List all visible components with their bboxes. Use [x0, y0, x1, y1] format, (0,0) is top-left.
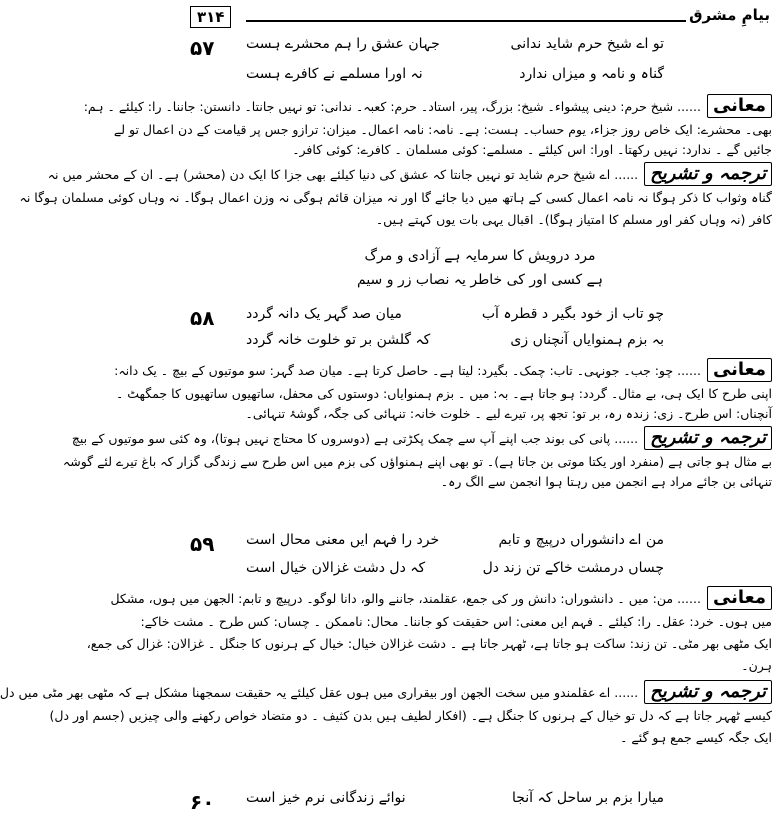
- verse-right-half: گناہ و نامہ و میزاں ندارد: [519, 66, 664, 82]
- verse-right-half: چو تاب از خود بگیر د قطرہ آب: [481, 306, 664, 322]
- meaning-label: معانی: [707, 586, 772, 610]
- verse-right-half: تو اے شیخ حرم شاید ندانی: [510, 36, 664, 52]
- translation-line: کافر (نہ وہاں کفر اور مسلم کا امتیاز ہوگا)۔ اقبال یہی بات یوں کہتے ہیں۔: [375, 212, 772, 227]
- page-header: [188, 6, 772, 30]
- quote-line: ہے کسی اور کی خاطر یہ نصاب زر و سیم: [357, 272, 603, 288]
- verse-right-half: من اے دانشوراں درپیچ و تابم: [498, 532, 664, 548]
- meaning-line: جائیں گے ۔ ندارد: نہیں رکھتا۔ اورا: اس کیلئے ۔ مسلمے: کوئی مسلمان ۔ کافرے: کوئی کافر۔: [292, 142, 772, 157]
- verse-number: ۵۹: [190, 532, 215, 556]
- verse-left-half: نوائے زندگانی نرم خیز است: [246, 790, 406, 806]
- verse-line: [188, 790, 772, 820]
- header-rule: [246, 20, 686, 22]
- meaning-line: ایک مٹھی بھر مٹی۔ تن زند: ساکت ہو جاتا ہے، ٹھہر جاتا ہے ۔ دشت غزالان خیال: خیال کے ہرنوں کا جنگل ۔ غزالان: غزال کی جمع،: [86, 636, 772, 651]
- meaning-line: میں ہوں۔ خرد: عقل۔ را: کیلئے ۔ فہم ایں معنی: اس حقیقت کو جاننا۔ محال: ناممکن ۔ چساں: کس طرح ۔ مشت خاکے:: [140, 614, 772, 629]
- meaning-line: بھی۔ محشرے: ایک خاص روز جزاء، یوم حساب۔ ہست: ہے۔ نامہ: نامہ اعمال۔ میزان: ترازو جس پر قیامت کے دن اعمال تو لے: [113, 122, 772, 137]
- translation-line: ایک جگہ کیسے جمع ہو گئے ۔: [620, 730, 772, 745]
- translation-line: کیسے ٹھہر جاتا ہے کہ دل تو خیال کے ہرنوں کا جنگل ہے۔ (افکار لطیف ہیں بدن کثیف ۔ دو متضاد خواص رکھنے والی چیزیں (جسم اور دل): [49, 708, 772, 723]
- translation-label: ترجمہ و تشریح: [644, 162, 772, 186]
- translation-line: تنہائی بن جائے مراد ہے انجمن میں رہتا ہوا انجمن سے الگ رہ۔: [440, 474, 772, 489]
- verse-line: [188, 332, 772, 354]
- verse-left-half: جہان عشق را ہم محشرے ہست: [246, 36, 440, 52]
- meaning-line: معانی......چو: جب۔ جونہی۔ تاب: چمک۔ بگیرد: لیتا ہے۔ حاصل کرتا ہے۔ میان صد گہر: سو موتیوں کے بیچ ۔ یک دانہ:: [188, 358, 772, 382]
- verse-line: [188, 560, 772, 582]
- quote-line: مرد درویش کا سرمایہ ہے آزادی و مرگ: [364, 248, 596, 264]
- translation-label: ترجمہ و تشریح: [644, 426, 772, 450]
- translation-line: ترجمہ و تشریح......اے عقلمندو میں سخت الجھن اور بیقراری میں ہوں عقل کیلئے یہ حقیقت سمجھنا مشکل ہے کہ مٹھی بھر مٹی میں دل: [188, 680, 772, 704]
- meaning-line: آنچناں: اس طرح۔ زی: زندہ رہ، بر تو: تجھ پر، تیرے لیے ۔ خلوت خانہ: تنہائی کی جگہ، گوشۂ تنہائی۔: [245, 406, 772, 421]
- page-number: ۳۱۴: [190, 6, 231, 28]
- verse-line: [188, 306, 772, 332]
- meaning-label: معانی: [707, 94, 772, 118]
- verse-right-half: بہ بزم ہمنوایاں آنچناں زی: [510, 332, 664, 348]
- verse-line: [188, 36, 772, 60]
- verse-line: [188, 66, 772, 88]
- translation-line: ترجمہ و تشریح......پانی کی بوند جب اپنے آپ سے چمک پکڑتی ہے (دوسروں کا محتاج نہیں ہوتا)، وہ کئی سو موتیوں کے بیچ: [188, 426, 772, 450]
- verse-number: ۶۰: [190, 790, 215, 814]
- meaning-label: معانی: [707, 358, 772, 382]
- verse-line: [188, 532, 772, 558]
- translation-line: بے مثال ہو جاتی ہے (منفرد اور یکتا موتی بن جاتا ہے)۔ تو بھی اپنے ہمنواؤں کی بزم میں اس طرح سے زندگی گزار کہ باغ تیرے لئے گوشہ: [62, 454, 772, 469]
- translation-line: ترجمہ و تشریح......اے شیخ حرم شاید تو نہیں جانتا کہ عشق کی دنیا کیلئے بھی جزا کا ایک دن (محشر) ہے۔ ان کے محشر میں نہ: [188, 162, 772, 186]
- verse-right-half: میارا بزم بر ساحل کہ آنجا: [511, 790, 664, 806]
- page: [0, 6, 772, 825]
- verse-left-half: خرد را فہم ایں معنی محال است: [246, 532, 440, 548]
- translation-line: گناہ وثواب کا ذکر ہوگا نہ نامہ اعمال کسی کے ہاتھ میں دیا جائے گا اور نہ میزان قائم ہوگی نہ وزن اعمال ہوگا۔ نہ وہاں کوئی مسلمان ہوگا نہ: [19, 190, 772, 205]
- translation-label: ترجمہ و تشریح: [644, 680, 772, 704]
- book-title: بیامِ مشرق: [689, 6, 770, 24]
- verse-number: ۵۷: [190, 36, 215, 60]
- meaning-line: اپنی طرح کا ایک ہی، بے مثال۔ گردد: ہو جاتا ہے۔ بہ: میں ۔ بزم ہمنوایاں: دوستوں کی محفل، ساتھیوں ساتھیوں کا جمگھٹ ۔: [115, 386, 772, 401]
- meaning-line: معانی......شیخ حرم: دینی پیشواء۔ شیخ: بزرگ، پیر، استاد۔ حرم: کعبہ۔ ندانی: تو نہیں جانتا۔ دانستن: جاننا۔ را: کیلئے ۔ ہم:: [188, 94, 772, 118]
- verse-left-half: کہ گلشن بر تو خلوت خانہ گردد: [246, 332, 431, 348]
- meaning-line: ہرن۔: [741, 658, 772, 673]
- meaning-line: معانی......من: میں ۔ دانشوراں: دانش ور کی جمع، عقلمند، جاننے والو، دانا لوگو۔ درپیچ و تابم: الجھن میں ہوں، مشکل: [188, 586, 772, 610]
- verse-number: ۵۸: [190, 306, 215, 330]
- verse-left-half: کہ دل دشت غزالان خیال است: [246, 560, 426, 576]
- verse-left-half: نہ اورا مسلمے نے کافرے ہست: [246, 66, 423, 82]
- verse-right-half: چساں درمشت خاکے تن زند دل: [482, 560, 664, 576]
- verse-left-half: میان صد گہر یک دانہ گردد: [246, 306, 402, 322]
